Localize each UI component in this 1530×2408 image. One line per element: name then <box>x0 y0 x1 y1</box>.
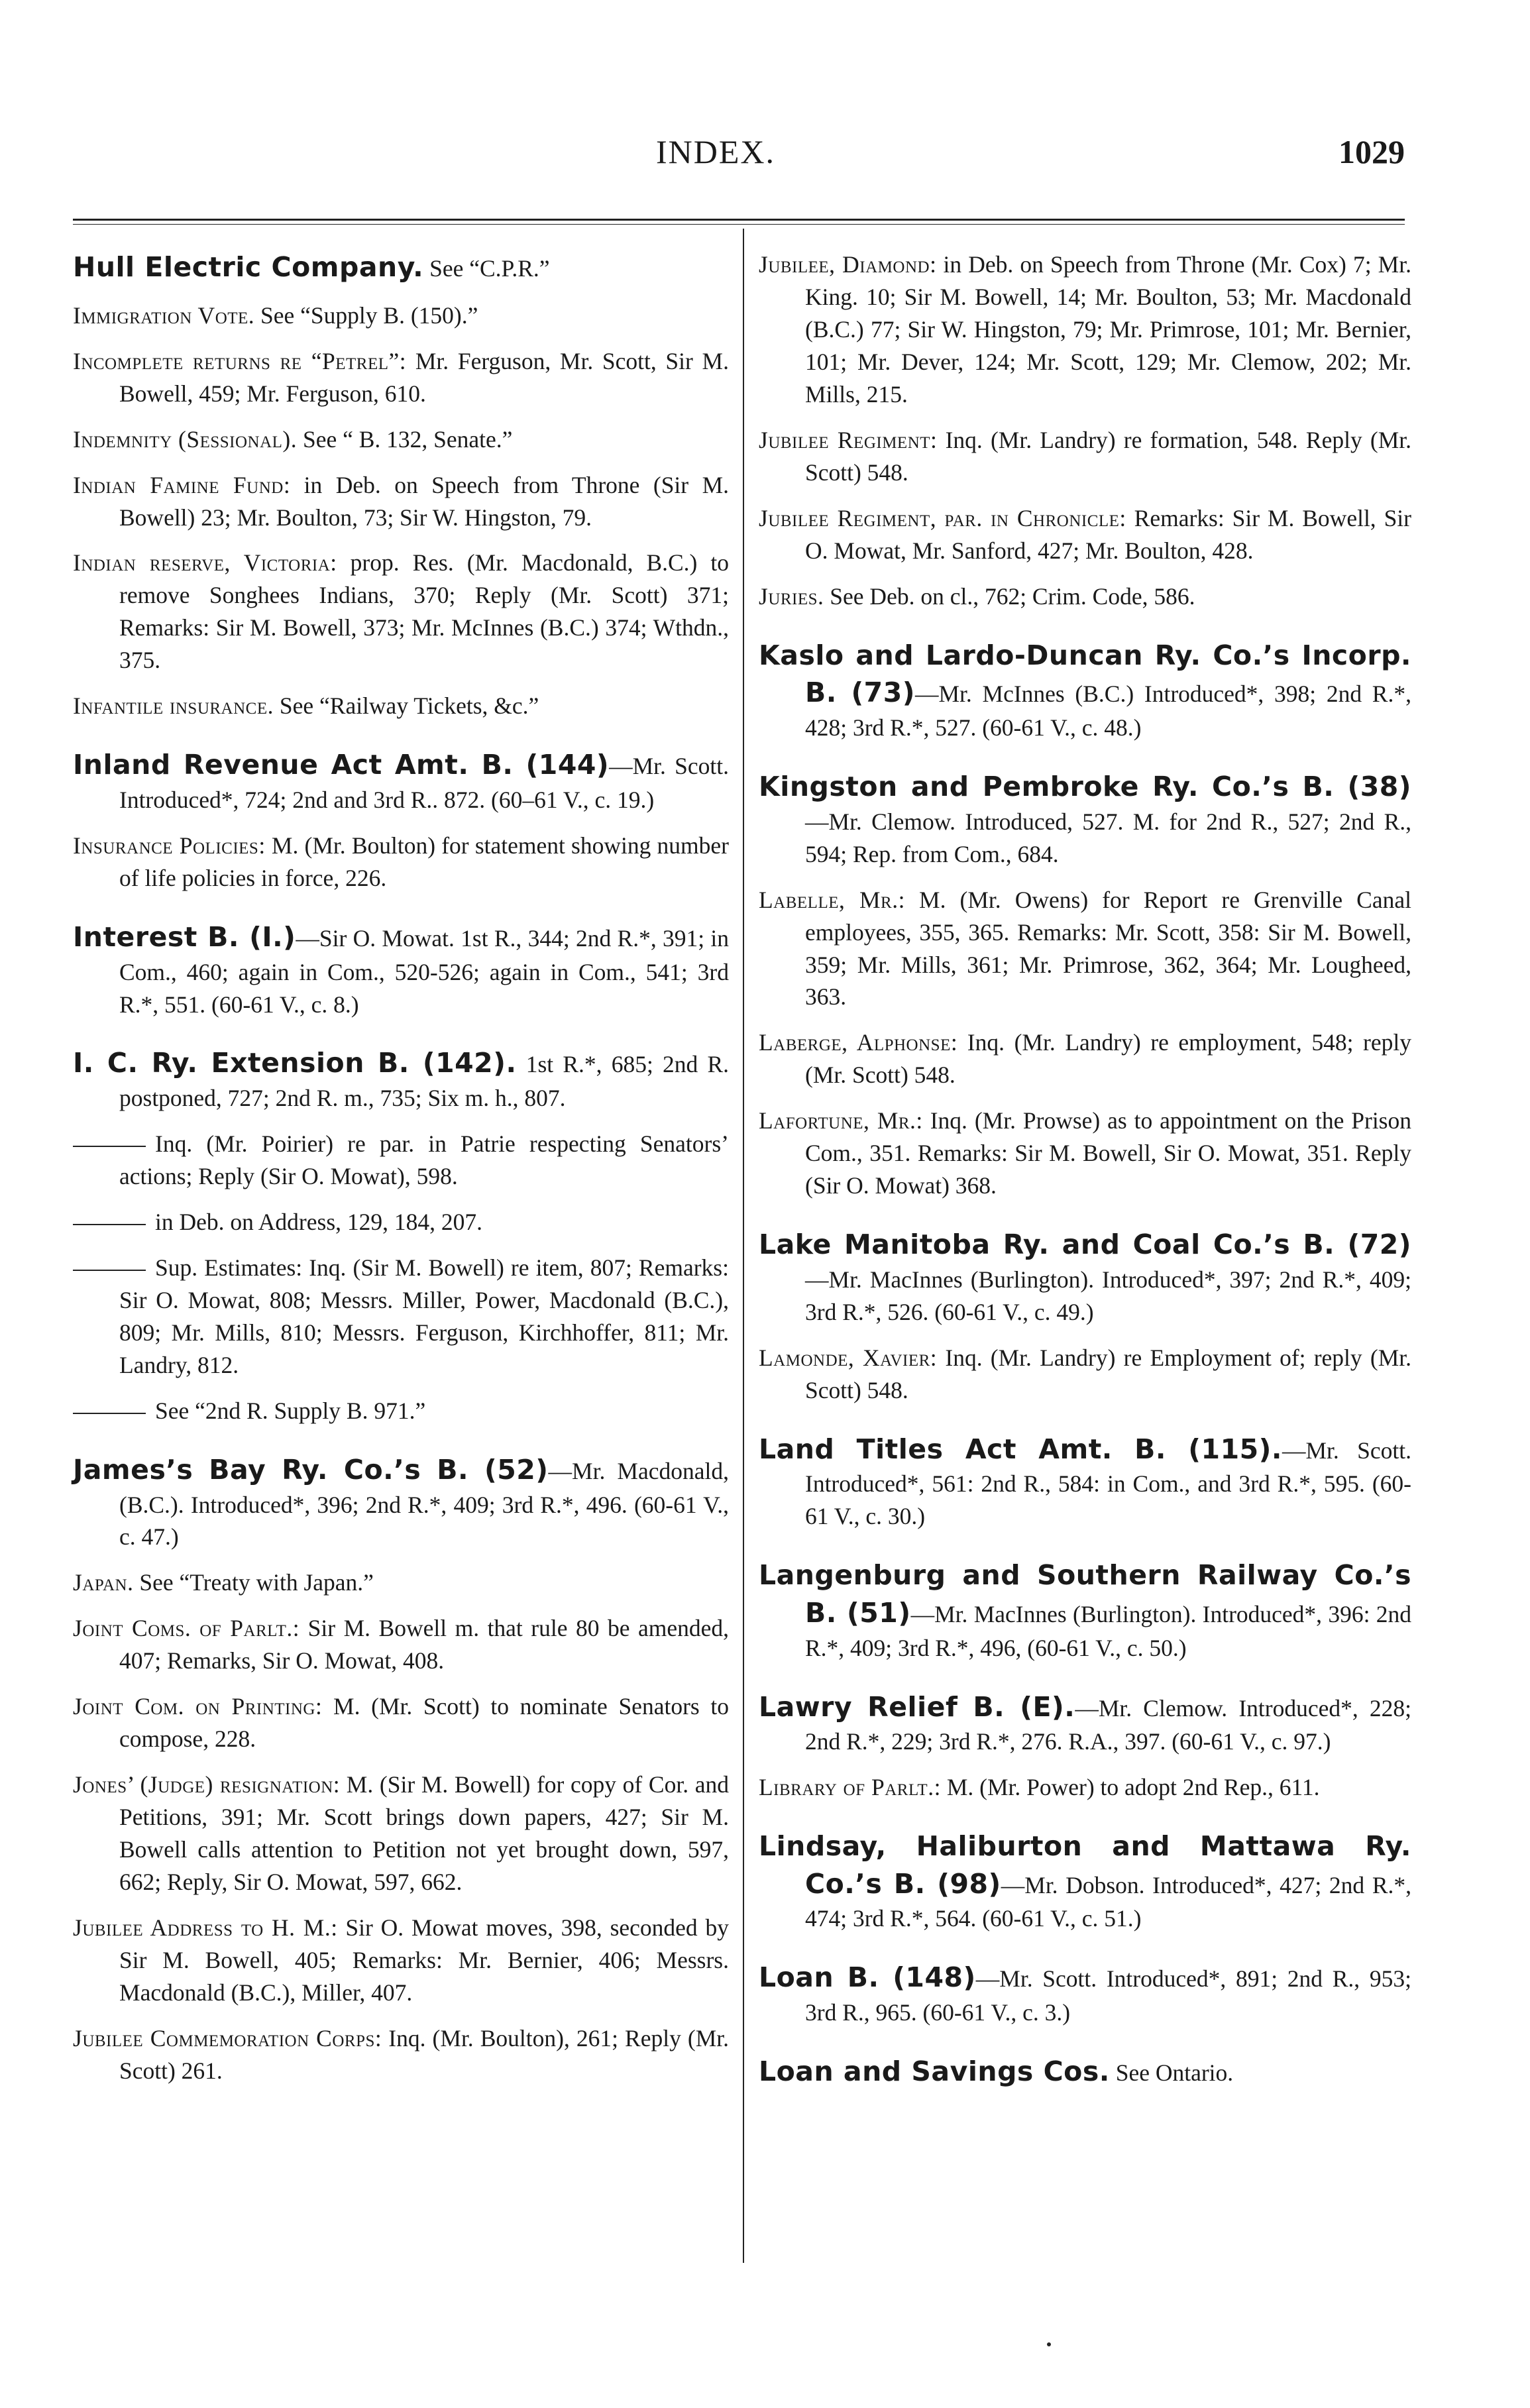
entry-heading: Library of Parlt.: <box>759 1774 941 1801</box>
index-entry <box>73 918 729 1021</box>
index-entry <box>759 1226 1411 1329</box>
entry-heading: Joint Coms. of Parlt.: <box>73 1615 300 1642</box>
entry-heading: Interest B. (I.) <box>73 920 296 953</box>
entry-heading: Lamonde, Xavier: <box>759 1344 938 1371</box>
ditto-dash <box>73 1146 146 1147</box>
entry-heading: Jubilee Address to H. M.: <box>73 1914 338 1942</box>
entry-references: See “Railway Tickets, &c.” <box>274 692 539 720</box>
index-entry <box>73 300 729 332</box>
entry-heading: Inland Revenue Act Amt. B. (144) <box>73 749 610 781</box>
entry-heading: Labelle, Mr.: <box>759 886 905 913</box>
entry-references: —Mr. Scott. Introduced*, 891; 2nd R., 953; 3rd R., 965. (60-61 V., c. 3.) <box>805 1965 1411 2026</box>
ditto-dash <box>73 1224 146 1225</box>
entry-references: in Deb. on Address, 129, 184, 207. <box>155 1209 483 1236</box>
entry-heading: Kingston and Pembroke Ry. Co.’s B. (38) <box>759 770 1411 802</box>
entry-references: See Deb. on cl., 762; Crim. Code, 586. <box>824 582 1195 610</box>
index-entry <box>759 1105 1411 1202</box>
entry-heading: Indian reserve, Victoria: <box>73 549 337 576</box>
index-entry <box>73 1612 729 1677</box>
entry-references: in Deb. on Speech from Throne (Mr. Cox) 7; Mr. King. 10; Sir M. Bowell, 14; Mr. Boulton, 53; Mr. Macdonald (B.C.) 77; Sir W. Hingston, 79; Mr. Primrose, 101; Mr. Bernier, 101; Mr. Dever, 124; Mr. Scott, 129; Mr. Clemow, 202; Mr. Mills, 215. <box>805 251 1411 408</box>
print-speck <box>1047 2342 1051 2346</box>
entry-references: M. (Mr. Power) to adopt 2nd Rep., 611. <box>940 1774 1320 1801</box>
entry-heading: Insurance Policies: <box>73 832 266 859</box>
entry-references: Inq. (Mr. Landry) re Employment of; reply (Mr. Scott) 548. <box>805 1344 1411 1403</box>
index-entry <box>759 1959 1411 2029</box>
index-entry <box>73 345 729 410</box>
entry-heading: Jubilee, Diamond: <box>759 251 937 278</box>
entry-references: Sup. Estimates: Inq. (Sir M. Bowell) re item, 807; Remarks: Sir O. Mowat, 808; Messrs. Miller, Power, Macdonald (B.C.), 809; Mr. Mills, 810; Messrs. Ferguson, Kirchhoffer, 811; Mr. Landry, 812. <box>119 1254 729 1378</box>
entry-references: M. (Mr. Boulton) for statement showing number of life policies in force, 226. <box>119 832 729 891</box>
index-entry <box>73 1769 729 1898</box>
entry-heading: James’s Bay Ry. Co.’s B. (52) <box>73 1453 549 1486</box>
entry-references: See “ B. 132, Senate.” <box>297 425 513 453</box>
entry-heading: Loan and Savings Cos. <box>759 2055 1110 2087</box>
entry-heading: Incomplete returns re “Petrel”: <box>73 347 407 374</box>
entry-heading: Land Titles Act Amt. B. (115). <box>759 1433 1282 1465</box>
entry-references: See “Supply B. (150).” <box>254 301 478 329</box>
index-entry <box>759 424 1411 489</box>
header-rule-thin <box>73 224 1405 225</box>
entry-heading: Jubilee Regiment: <box>759 426 938 453</box>
index-entry <box>759 1026 1411 1091</box>
index-entry <box>73 2022 729 2087</box>
entry-heading: I. C. Ry. Extension B. (142). <box>73 1047 517 1079</box>
index-entry <box>73 1128 729 1193</box>
index-entry <box>759 1828 1411 1935</box>
entry-heading: Jubilee Regiment, par. in Chronicle: <box>759 504 1126 531</box>
page-header <box>73 133 1405 192</box>
entry-references: See “C.P.R.” <box>423 255 550 282</box>
index-entry <box>759 1688 1411 1759</box>
entry-heading: Lawry Relief B. (E). <box>759 1690 1075 1723</box>
index-entry <box>73 1566 729 1599</box>
index-entry <box>73 1451 729 1554</box>
index-entry <box>73 248 729 286</box>
entry-references: Inq. (Mr. Poirier) re par. in Patrie respecting Senators’ actions; Reply (Sir O. Mowat), 598. <box>119 1130 729 1190</box>
entry-references: M. (Sir M. Bowell) for copy of Cor. and Petitions, 391; Mr. Scott brings down papers, 427; Sir M. Bowell calls attention to Petition not yet brought down, 597, 662; Reply, Sir O. Mowat, 597, 662. <box>119 1771 729 1896</box>
index-entry <box>73 690 729 722</box>
index-entry <box>759 580 1411 613</box>
index-entry <box>73 1690 729 1755</box>
entry-references: Remarks: Sir M. Bowell, Sir O. Mowat, Mr. Sanford, 427; Mr. Boulton, 428. <box>805 504 1411 564</box>
index-entry <box>759 502 1411 567</box>
entry-references: Mr. Ferguson, Mr. Scott, Sir M. Bowell, 459; Mr. Ferguson, 610. <box>119 347 729 407</box>
entry-references: —Mr. Clemow. Introduced*, 228; 2nd R.*, 229; 3rd R.*, 276. R.A., 397. (60-61 V., c. 97.) <box>805 1694 1411 1755</box>
entry-heading: Infantile insurance. <box>73 692 274 720</box>
index-entry <box>73 1252 729 1382</box>
index-entry <box>73 423 729 456</box>
page-number: 1029 <box>1339 133 1405 170</box>
index-entry <box>759 637 1411 744</box>
entry-references: See “Treaty with Japan.” <box>133 1569 374 1596</box>
ditto-dash <box>73 1270 146 1271</box>
entry-references: See Ontario. <box>1109 2059 1234 2086</box>
entry-heading: Jones’ (Judge) resignation: <box>73 1771 341 1798</box>
entry-references: —Sir O. Mowat. 1st R., 344; 2nd R.*, 391; in Com., 460; again in Com., 520-526; again in Com., 541; 3rd R.*, 551. (60-61 V., c. 8.) <box>119 924 729 1018</box>
entry-references: —Mr. Dobson. Introduced*, 427; 2nd R.*, 474; 3rd R.*, 564. (60-61 V., c. 51.) <box>805 1871 1411 1932</box>
entry-references: in Deb. on Speech from Throne (Sir M. Bowell) 23; Mr. Boulton, 73; Sir W. Hingston, 79. <box>119 471 730 531</box>
index-entry <box>759 884 1411 1014</box>
entry-references: Inq. (Mr. Boulton), 261; Reply (Mr. Scott) 261. <box>119 2025 729 2085</box>
index-entry <box>759 1431 1411 1533</box>
entry-heading: Lake Manitoba Ry. and Coal Co.’s B. (72) <box>759 1229 1411 1261</box>
entry-heading: Lindsay, Haliburton and Mattawa Ry. Co.’s B. (98) <box>759 1830 1411 1900</box>
entry-references: 1st R.*, 685; 2nd R. postponed, 727; 2nd R. m., 735; Six m. h., 807. <box>119 1051 729 1112</box>
header-rule <box>73 219 1405 221</box>
index-entry <box>759 1557 1411 1664</box>
index-entry <box>759 1771 1411 1804</box>
entry-references: M. (Mr. Owens) for Report re Grenville Canal employees, 355, 365. Remarks: Mr. Scott, 358: Sir M. Bowell, 359; Mr. Mills, 361; Mr. Primrose, 362, 364; Mr. Lougheed, 363. <box>805 886 1411 1011</box>
entry-references: M. (Mr. Scott) to nominate Senators to compose, 228. <box>119 1693 729 1753</box>
entry-heading: Laberge, Alphonse: <box>759 1029 958 1056</box>
entry-heading: Immigration Vote. <box>73 301 255 329</box>
entry-heading: Kaslo and Lardo-Duncan Ry. Co.’s Incorp. B. (73) <box>759 639 1411 709</box>
entry-references: Inq. (Mr. Landry) re employment, 548; reply (Mr. Scott) 548. <box>805 1029 1411 1089</box>
index-entry <box>73 746 729 816</box>
index-entry <box>759 248 1411 411</box>
entry-references: prop. Res. (Mr. Macdonald, B.C.) to remove Songhees Indians, 370; Reply (Mr. Scott) 371; Remarks: Sir M. Bowell, 373; Mr. McInnes (B.C.) 374; Wthdn., 375. <box>119 549 729 674</box>
entry-heading: Jubilee Commemoration Corps: <box>73 2025 382 2052</box>
entry-heading: Joint Com. on Printing: <box>73 1693 323 1720</box>
entry-references: —Mr. Scott. Introduced*, 561: 2nd R., 584: in Com., and 3rd R.*, 595. (60-61 V., c. 30.) <box>805 1437 1411 1530</box>
entry-references: Inq. (Mr. Landry) re formation, 548. Reply (Mr. Scott) 548. <box>805 426 1411 486</box>
index-entry <box>759 1342 1411 1407</box>
index-entry <box>73 469 729 534</box>
index-entry <box>73 1206 729 1238</box>
entry-heading: Juries. <box>759 582 824 610</box>
entry-references: Inq. (Mr. Prowse) as to appointment on the Prison Com., 351. Remarks: Sir M. Bowell, Sir O. Mowat, 351. Reply (Sir O. Mowat) 368. <box>805 1107 1411 1199</box>
entry-heading: Japan. <box>73 1569 134 1596</box>
entry-references: Sir O. Mowat moves, 398, seconded by Sir M. Bowell, 405; Remarks: Mr. Bernier, 406; Messrs. Macdonald (B.C.), Miller, 407. <box>119 1914 729 2006</box>
index-entry <box>73 830 729 895</box>
entry-references: —Mr. Scott. Introduced*, 724; 2nd and 3rd R.. 872. (60–61 V., c. 19.) <box>119 753 729 813</box>
index-entry <box>759 768 1411 871</box>
entry-references: —Mr. MacInnes (Burlington). Introduced*, 397; 2nd R.*, 409; 3rd R.*, 526. (60-61 V., c. 49.) <box>805 1266 1411 1325</box>
entry-heading: Indian Famine Fund: <box>73 471 291 498</box>
entry-references: See “2nd R. Supply B. 971.” <box>155 1397 426 1424</box>
column-divider <box>743 229 744 2263</box>
left-column <box>73 248 729 2101</box>
page-title: INDEX. <box>656 133 776 170</box>
index-entry <box>73 1912 729 2009</box>
entry-heading: Indemnity (Sessional). <box>73 425 298 453</box>
right-column <box>759 248 1411 2103</box>
entry-heading: Hull Electric Company. <box>73 251 424 283</box>
index-entry <box>73 547 729 677</box>
entry-references: —Mr. Clemow. Introduced, 527. M. for 2nd R., 527; 2nd R., 594; Rep. from Com., 684. <box>805 808 1411 867</box>
index-entry <box>759 2053 1411 2091</box>
entry-references: Sir M. Bowell m. that rule 80 be amended, 407; Remarks, Sir O. Mowat, 408. <box>119 1615 729 1674</box>
entry-references: —Mr. McInnes (B.C.) Introduced*, 398; 2nd R.*, 428; 3rd R.*, 527. (60-61 V., c. 48.) <box>805 681 1411 741</box>
entry-heading: Lafortune, Mr.: <box>759 1107 923 1134</box>
entry-heading: Loan B. (148) <box>759 1961 976 1994</box>
entry-references: —Mr. Macdonald, (B.C.). Introduced*, 396; 2nd R.*, 409; 3rd R.*, 496. (60-61 V., c. 47.) <box>119 1457 729 1551</box>
ditto-dash <box>73 1413 146 1414</box>
entry-references: —Mr. MacInnes (Burlington). Introduced*, 396: 2nd R.*, 409; 3rd R.*, 496, (60-61 V., c. 50.) <box>805 1601 1412 1661</box>
entry-heading: Langenburg and Southern Railway Co.’s B. (51) <box>759 1559 1411 1629</box>
index-entry <box>73 1044 729 1115</box>
index-entry <box>73 1395 729 1427</box>
